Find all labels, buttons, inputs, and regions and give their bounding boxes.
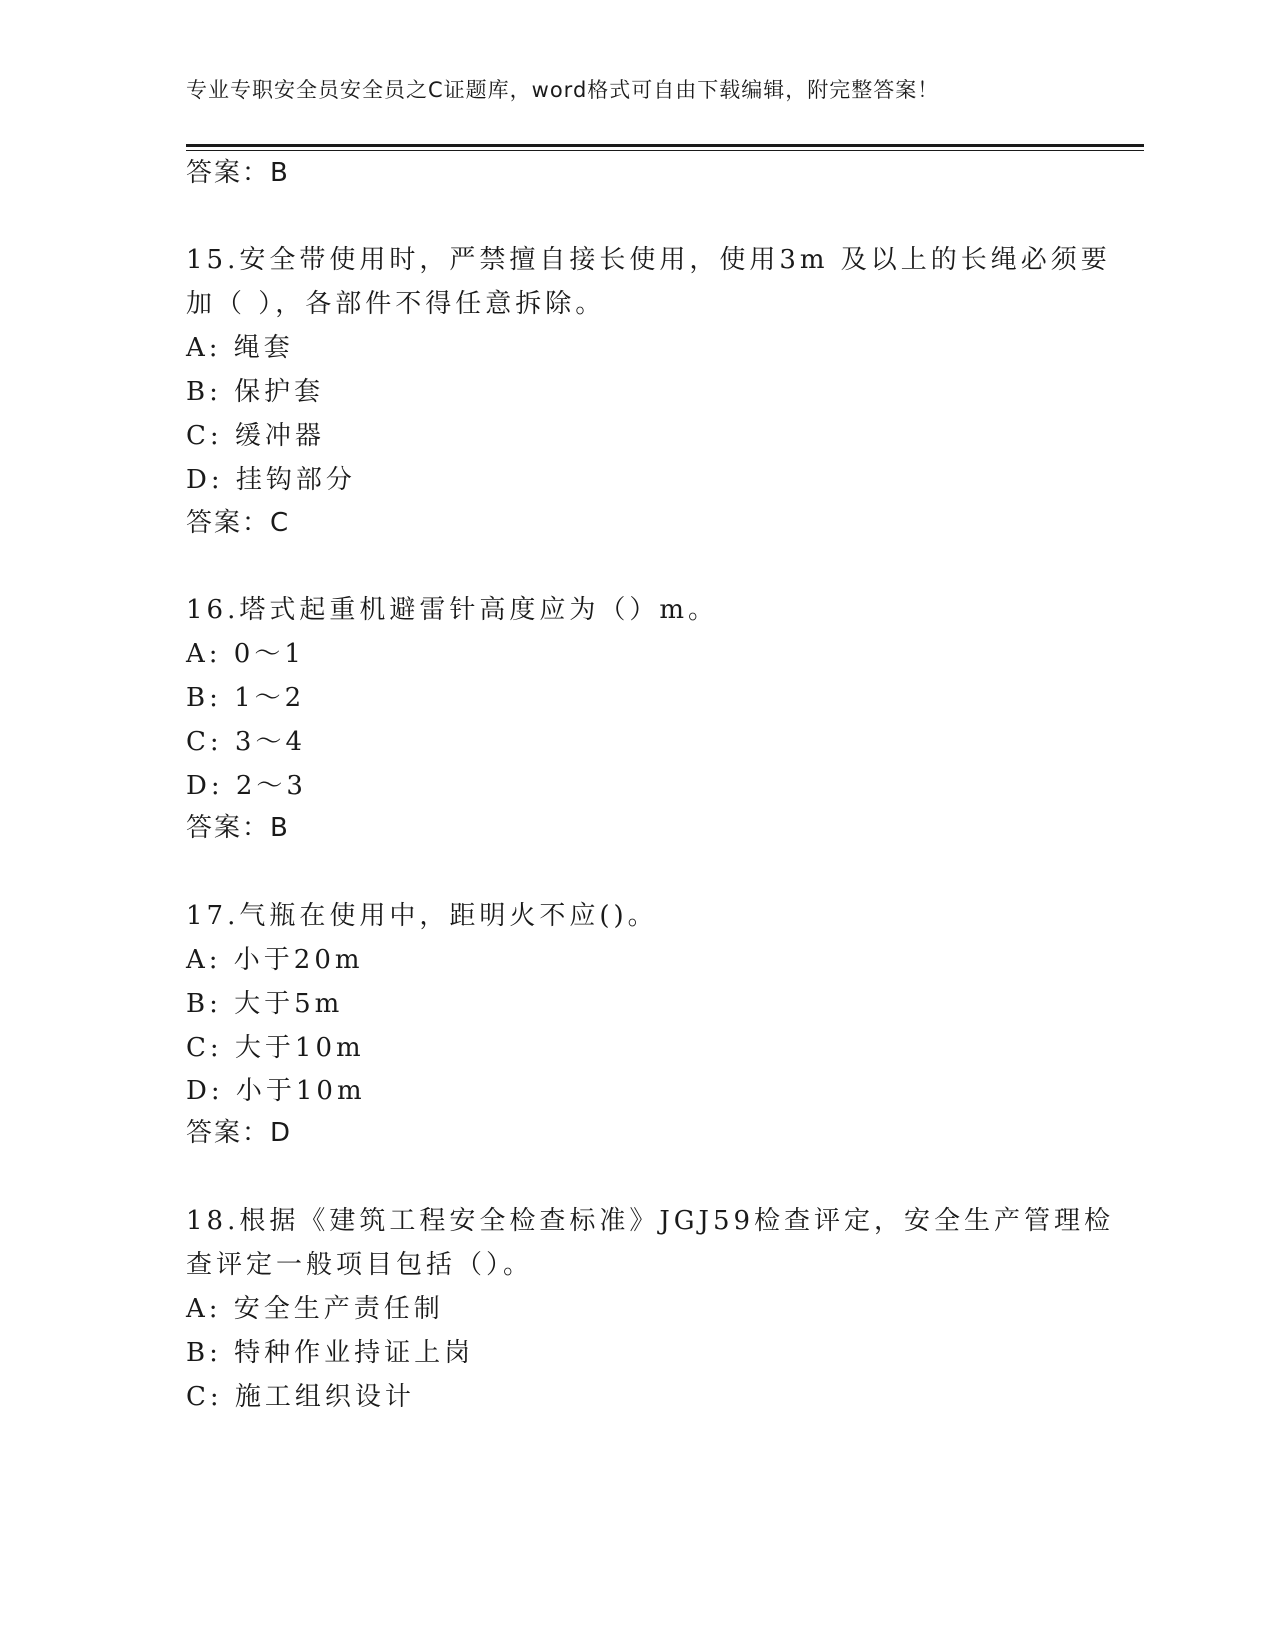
answer-16: 答案：B [186,813,290,843]
question-15-option-c: C: 缓冲器 [186,421,325,451]
question-17-option-b: B: 大于5m [186,989,344,1019]
answer-14: 答案：B [186,158,290,188]
question-15-line-2: 加（ ），各部件不得任意拆除。 [186,289,606,319]
question-15-option-b: B: 保护套 [186,377,325,407]
question-15-option-a: A: 绳套 [186,333,294,363]
question-16-option-c: C: 3～4 [186,727,307,757]
question-17-option-d: D: 小于10m [186,1076,366,1106]
question-18-option-c: C: 施工组织设计 [186,1382,415,1412]
header-divider-thin [186,150,1144,151]
answer-15: 答案：C [186,508,291,538]
question-17-option-c: C: 大于10m [186,1033,365,1063]
question-18-line-2: 查评定一般项目包括（）。 [186,1250,534,1280]
question-17-option-a: A: 小于20m [186,945,364,975]
question-18-option-b: B: 特种作业持证上岗 [186,1338,475,1368]
answer-17: 答案：D [186,1118,293,1148]
question-18-option-a: A: 安全生产责任制 [186,1294,444,1324]
question-16-option-d: D: 2～3 [186,771,307,801]
header-divider [186,144,1144,147]
question-15-line-1: 15.安全带使用时，严禁擅自接长使用，使用3m 及以上的长绳必须要 [186,245,1111,275]
question-16-line-1: 16.塔式起重机避雷针高度应为（）m。 [186,595,719,625]
question-17-line-1: 17.气瓶在使用中，距明火不应()。 [186,901,658,931]
question-18-line-1: 18.根据《建筑工程安全检查标准》JGJ59检查评定，安全生产管理检 [186,1206,1115,1236]
question-15-option-d: D: 挂钩部分 [186,465,356,495]
page-header: 专业专职安全员安全员之C证题库，word格式可自由下载编辑，附完整答案！ [186,78,940,102]
question-16-option-a: A: 0～1 [186,639,305,669]
question-16-option-b: B: 1～2 [186,683,306,713]
